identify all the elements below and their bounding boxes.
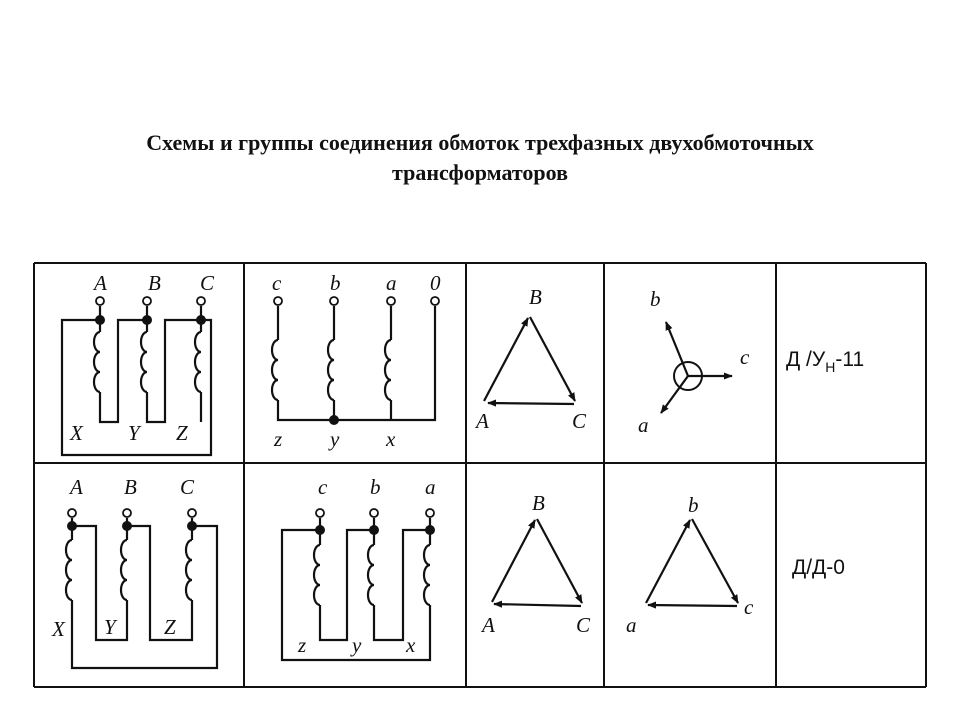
terminal-label: 0 (430, 271, 441, 295)
terminal-label: y (352, 633, 362, 657)
vector-label: C (572, 409, 587, 433)
hv-vector-diagram-row1 (474, 285, 587, 433)
vector-label: a (638, 413, 649, 437)
terminal-label: c (272, 271, 282, 295)
terminal-label: x (406, 633, 416, 657)
terminal-label: A (94, 271, 107, 295)
hv-vector-diagram-row2 (480, 491, 591, 637)
lv-winding-scheme-row2 (282, 475, 436, 660)
hv-winding-scheme-row1 (62, 271, 215, 455)
connection-group-label-row2: Д/Д-0 (792, 556, 845, 579)
vector-label: c (744, 595, 754, 619)
vector-label: a (626, 613, 637, 637)
terminal-label: A (70, 475, 83, 499)
lv-vector-diagram-row2 (626, 493, 754, 637)
terminal-label: b (330, 271, 341, 295)
terminal-label: B (124, 475, 137, 499)
vector-label: b (688, 493, 699, 517)
terminal-label: X (52, 617, 65, 641)
lv-vector-diagram-row1 (638, 287, 750, 437)
terminal-label: b (370, 475, 381, 499)
vector-label: B (532, 491, 545, 515)
terminal-label: a (425, 475, 436, 499)
vector-label: A (476, 409, 489, 433)
vector-label: C (576, 613, 591, 637)
hv-winding-scheme-row2 (51, 475, 217, 668)
page-title-line1: Схемы и группы соединения обмоток трехфазных двухобмоточных (146, 130, 814, 155)
terminal-label: a (386, 271, 397, 295)
terminal-label: c (318, 475, 328, 499)
terminal-label: X (70, 421, 83, 445)
terminal-label: Z (176, 421, 188, 445)
terminal-label: x (386, 427, 396, 451)
terminal-label: Z (164, 615, 176, 639)
vector-label: A (482, 613, 495, 637)
lv-winding-scheme-row1 (272, 271, 441, 451)
terminal-label: Y (128, 421, 140, 445)
terminal-label: C (180, 475, 195, 499)
vector-label: b (650, 287, 661, 311)
vector-label: B (529, 285, 542, 309)
vector-label: c (740, 345, 750, 369)
page-title-line2: трансформаторов (392, 160, 568, 185)
terminal-label: Y (104, 615, 116, 639)
connection-group-label-row1: Д /УН-11 (786, 348, 865, 375)
terminal-label: z (274, 427, 283, 451)
terminal-label: y (330, 427, 340, 451)
terminal-label: B (148, 271, 161, 295)
terminal-label: z (298, 633, 307, 657)
terminal-label: C (200, 271, 215, 295)
